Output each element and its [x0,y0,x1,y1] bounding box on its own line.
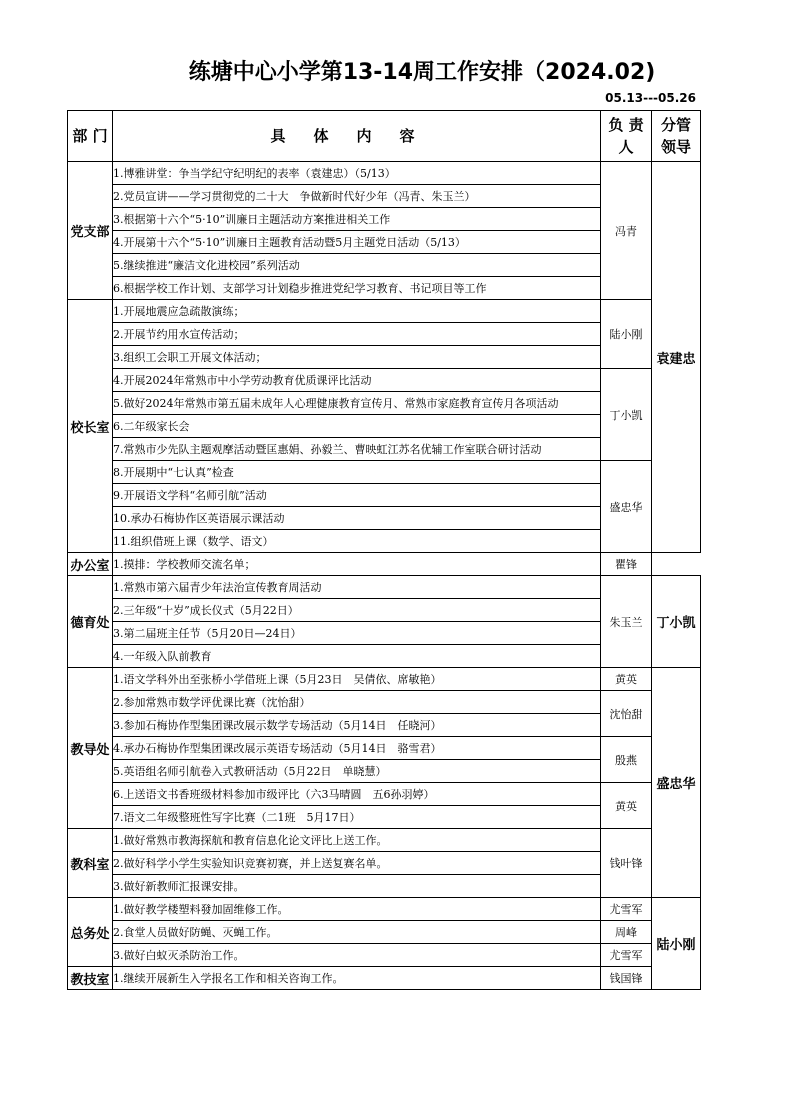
task-item: 1.语文学科外出至张桥小学借班上课（5月23日 吴倩依、席敏艳） [113,668,601,691]
table-row [68,829,701,852]
lead-cell: 袁建忠 [652,162,701,553]
resp-cell: 黄英 [601,783,652,829]
task-item: 1.做好常熟市教海探航和教育信息化论文评比上送工作。 [113,829,601,852]
table-row [68,921,701,944]
table-row [68,162,701,185]
task-item: 7.语文二年级整班性写字比赛（二1班 5月17日） [113,806,601,829]
task-item: 6.上送语文书香班级材料参加市级评比（六3马晴圆 五6孙羽婷） [113,783,601,806]
dept-party: 党支部 [68,162,113,300]
resp-cell: 殷燕 [601,737,652,783]
resp-cell: 盛忠华 [601,461,652,553]
task-item: 1.常熟市第六届青少年法治宣传教育周活动 [113,576,601,599]
header-dept: 部 门 [68,111,113,162]
task-item: 2.参加常熟市数学评优课比赛（沈怡甜） [113,691,601,714]
dept-tech: 教技室 [68,967,113,990]
table-row [68,783,701,806]
resp-cell: 尤雪军 [601,944,652,967]
table-row [68,691,701,714]
lead-cell: 丁小凯 [652,576,701,668]
header-row [68,111,701,162]
task-item: 2.党员宣讲——学习贯彻党的二十大 争做新时代好少年（冯青、朱玉兰） [113,185,601,208]
task-item: 1.继续开展新生入学报名工作和相关咨询工作。 [113,967,601,990]
page-title: 练塘中心小学第13-14周工作安排（2024.02) [188,60,656,85]
resp-cell: 沈怡甜 [601,691,652,737]
resp-cell: 丁小凯 [601,369,652,461]
task-item: 3.做好新教师汇报课安排。 [113,875,601,898]
task-item: 6.二年级家长会 [113,415,601,438]
dept-principal: 校长室 [68,300,113,553]
lead-cell: 陆小刚 [652,898,701,990]
task-item: 3.第二届班主任节（5月20日—24日） [113,622,601,645]
dept-teaching: 教导处 [68,668,113,829]
task-item: 2.开展节约用水宣传活动； [113,323,601,346]
resp-cell: 周峰 [601,921,652,944]
table-row [68,300,701,323]
task-item: 3.参加石梅协作型集团课改展示数学专场活动（5月14日 任晓河） [113,714,601,737]
task-item: 5.英语组名师引航卷入式教研活动（5月22日 单晓慧） [113,760,601,783]
task-item: 2.食堂人员做好防蝇、灭蝇工作。 [113,921,601,944]
schedule-table [67,110,701,990]
task-item: 4.开展2024年常熟市中小学劳动教育优质课评比活动 [113,369,601,392]
task-item: 4.开展第十六个“5·10”训廉日主题教育活动暨5月主题党日活动（5/13） [113,231,601,254]
dept-moral: 德育处 [68,576,113,668]
dept-office: 办公室 [68,553,113,576]
resp-cell: 陆小刚 [601,300,652,369]
task-item: 3.组织工会职工开展文体活动； [113,346,601,369]
task-item: 1.开展地震应急疏散演练； [113,300,601,323]
task-item: 7.常熟市少先队主题观摩活动暨匡惠娟、孙毅兰、曹映虹江苏名优辅工作室联合研讨活动 [113,438,601,461]
dept-research: 教科室 [68,829,113,898]
task-item: 8.开展期中“七认真”检查 [113,461,601,484]
task-item: 9.开展语文学科“名师引航”活动 [113,484,601,507]
header-resp: 负 责 人 [601,111,652,162]
table-row [68,967,701,990]
task-item: 6.根据学校工作计划、支部学习计划稳步推进党纪学习教育、书记项目等工作 [113,277,601,300]
task-item: 1.摸排：学校教师交流名单； [113,553,601,576]
resp-cell: 钱叶锋 [601,829,652,898]
task-item: 11.组织借班上课（数学、语文） [113,530,601,553]
resp-cell: 钱国锋 [601,967,652,990]
table-row [68,576,701,599]
resp-cell: 瞿锋 [601,553,652,576]
task-item: 10.承办石梅协作区英语展示课活动 [113,507,601,530]
task-item: 5.做好2024年常熟市第五届未成年人心理健康教育宣传月、常熟市家庭教育宣传月各项活动 [113,392,601,415]
header-content: 具体内容 [113,111,601,162]
resp-cell: 朱玉兰 [601,576,652,668]
task-item: 2.做好科学小学生实验知识竞赛初赛，并上送复赛名单。 [113,852,601,875]
table-row [68,737,701,760]
task-item: 3.做好白蚁灭杀防治工作。 [113,944,601,967]
dept-general: 总务处 [68,898,113,967]
task-item: 4.一年级入队前教育 [113,645,601,668]
lead-cell: 盛忠华 [652,668,701,898]
table-row [68,898,701,921]
table-row [68,944,701,967]
header-lead: 分管 领导 [652,111,701,162]
resp-cell: 尤雪军 [601,898,652,921]
task-item: 1.博雅讲堂：争当学纪守纪明纪的表率（袁建忠）（5/13） [113,162,601,185]
resp-cell: 冯青 [601,162,652,300]
task-item: 3.根据第十六个“5·10”训廉日主题活动方案推进相关工作 [113,208,601,231]
table-row [68,668,701,691]
task-item: 2.三年级“十岁”成长仪式（5月22日） [113,599,601,622]
table-row [68,553,701,576]
table-row [68,369,701,392]
task-item: 1.做好教学楼塑料發加固维修工作。 [113,898,601,921]
table-row [68,461,701,484]
task-item: 4.承办石梅协作型集团课改展示英语专场活动（5月14日 骆雪君） [113,737,601,760]
resp-cell: 黄英 [601,668,652,691]
task-item: 5.继续推进“廉洁文化进校园”系列活动 [113,254,601,277]
date-range: 05.13---05.26 [605,91,696,105]
